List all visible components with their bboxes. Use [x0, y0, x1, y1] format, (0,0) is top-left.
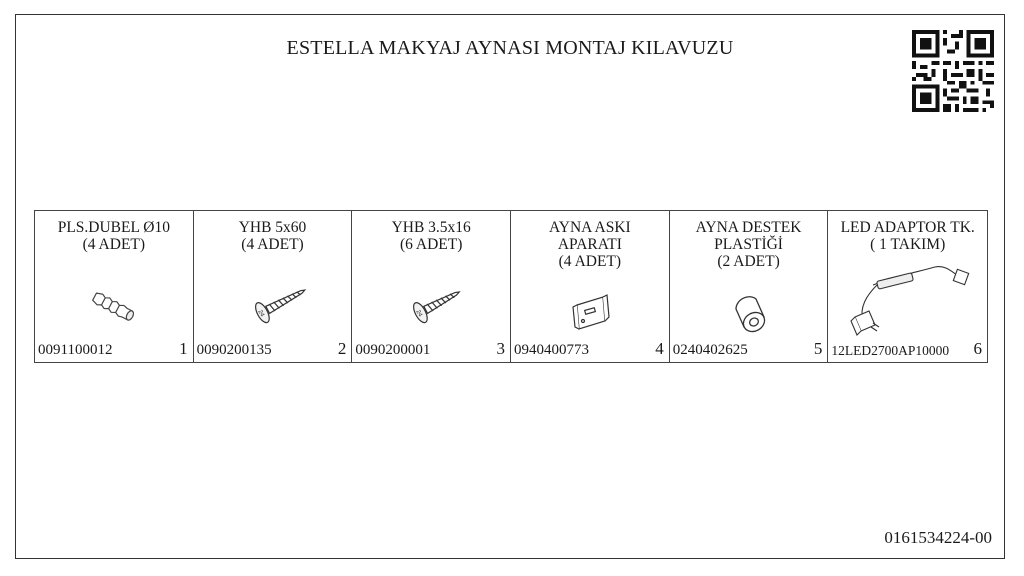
- part-cell-4: [511, 211, 670, 362]
- part-title: AYNA DESTEK PLASTİĞİ (2 ADET): [695, 219, 802, 270]
- part-number: 2: [337, 339, 347, 358]
- qr-code-icon: [912, 30, 994, 112]
- screw-icon: [391, 277, 471, 337]
- screw-head-mark: 24: [255, 309, 265, 318]
- part-code: 0940400773: [514, 342, 590, 358]
- part-code: 0090200135: [196, 342, 272, 358]
- part-title: AYNA ASKI APARATI (4 ADET): [549, 219, 631, 270]
- part-cell-6: [828, 211, 987, 362]
- parts-table: [34, 210, 988, 363]
- wall-plug-icon: [79, 277, 149, 337]
- part-cell-2: [194, 211, 353, 362]
- part-title: YHB 3.5x16 (6 ADET): [391, 219, 471, 253]
- plastic-spacer-icon: [714, 277, 784, 347]
- part-number: 4: [655, 339, 664, 358]
- part-code: 0090200001: [355, 342, 431, 358]
- part-code: 0240402625: [672, 342, 748, 358]
- part-title: YHB 5x60 (4 ADET): [238, 219, 307, 253]
- part-number: 5: [813, 339, 823, 358]
- page-title: ESTELLA MAKYAJ AYNASI MONTAJ KILAVUZU: [286, 37, 734, 59]
- screw-head-mark: 24: [414, 309, 424, 318]
- hanger-bracket-icon: [555, 277, 625, 347]
- led-adapter-icon: [833, 255, 983, 351]
- part-code: 0091100012: [38, 342, 113, 358]
- document-code: 0161534224-00: [884, 528, 992, 547]
- part-cell-3: [352, 211, 511, 362]
- part-number: 3: [496, 339, 506, 358]
- instruction-sheet: [15, 14, 1005, 559]
- part-code: 12LED2700AP10000: [831, 343, 950, 358]
- part-title: LED ADAPTOR TK. ( 1 TAKIM): [840, 219, 975, 253]
- part-number: 1: [179, 339, 188, 358]
- part-number: 6: [973, 339, 983, 358]
- part-cell-5: [670, 211, 829, 362]
- screw-icon: [233, 277, 313, 337]
- part-title: PLS.DUBEL Ø10 (4 ADET): [57, 219, 170, 253]
- part-cell-1: [35, 211, 194, 362]
